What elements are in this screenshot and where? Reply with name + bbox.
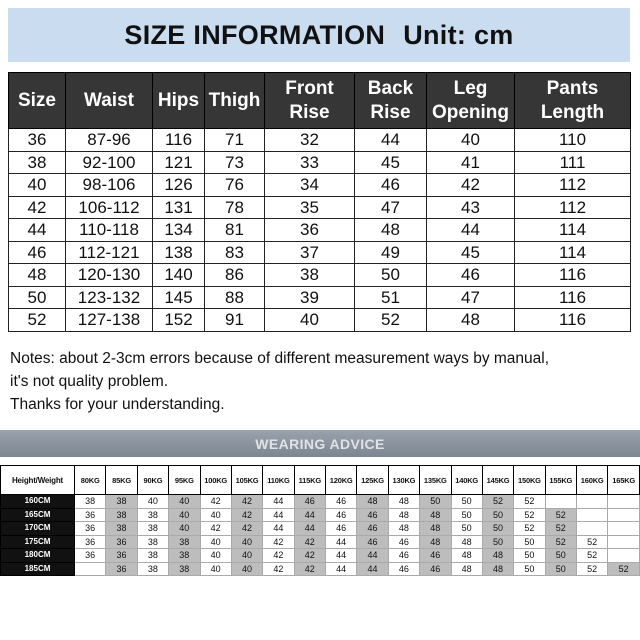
table-cell: 35 — [265, 196, 355, 219]
table-row — [9, 219, 631, 242]
advice-cell: 50 — [514, 535, 545, 549]
advice-cell: 40 — [169, 495, 200, 509]
advice-cell: 44 — [263, 495, 294, 509]
table-cell: 112-121 — [66, 241, 153, 264]
advice-cell: 44 — [357, 549, 388, 563]
table-cell: 36 — [9, 129, 66, 152]
table-row — [9, 241, 631, 264]
advice-cell: 50 — [514, 549, 545, 563]
table-cell: 42 — [9, 196, 66, 219]
weight-header: 165KG — [608, 466, 640, 495]
table-cell: 112 — [515, 174, 631, 197]
notes-line: it's not quality problem. — [10, 373, 169, 390]
advice-cell: 40 — [169, 508, 200, 522]
advice-cell: 46 — [388, 562, 419, 576]
advice-cell: 40 — [231, 549, 262, 563]
advice-cell — [608, 549, 640, 563]
table-cell: 134 — [153, 219, 205, 242]
advice-cell: 38 — [137, 562, 168, 576]
advice-cell: 42 — [263, 535, 294, 549]
table-cell: 86 — [205, 264, 265, 287]
advice-cell: 36 — [75, 549, 106, 563]
table-cell: 131 — [153, 196, 205, 219]
advice-cell: 46 — [420, 562, 451, 576]
advice-cell: 44 — [357, 562, 388, 576]
table-cell: 36 — [265, 219, 355, 242]
table-cell: 33 — [265, 151, 355, 174]
page-title: SIZE INFORMATION — [124, 19, 386, 50]
table-cell: 48 — [355, 219, 427, 242]
advice-cell: 52 — [545, 508, 576, 522]
advice-cell: 38 — [137, 549, 168, 563]
advice-cell: 50 — [451, 508, 482, 522]
advice-cell — [545, 495, 576, 509]
table-cell: 48 — [9, 264, 66, 287]
table-cell: 92-100 — [66, 151, 153, 174]
advice-cell: 42 — [294, 562, 325, 576]
advice-cell: 38 — [106, 495, 137, 509]
advice-cell: 36 — [75, 535, 106, 549]
weight-header: 110KG — [263, 466, 294, 495]
notes-line: Thanks for your understanding. — [10, 396, 225, 413]
table-cell: 52 — [9, 309, 66, 332]
advice-cell — [608, 495, 640, 509]
advice-cell: 50 — [451, 522, 482, 536]
advice-cell: 42 — [200, 522, 231, 536]
advice-cell: 40 — [200, 508, 231, 522]
table-cell: 47 — [427, 286, 515, 309]
advice-cell: 48 — [420, 535, 451, 549]
advice-cell: 40 — [137, 495, 168, 509]
advice-cell — [577, 508, 608, 522]
table-cell: 138 — [153, 241, 205, 264]
column-header: Size — [9, 73, 66, 129]
advice-cell: 48 — [420, 522, 451, 536]
advice-cell: 48 — [482, 549, 513, 563]
advice-row — [1, 495, 640, 509]
advice-cell: 38 — [106, 522, 137, 536]
table-cell: 40 — [265, 309, 355, 332]
size-table-header — [9, 73, 631, 129]
advice-cell: 48 — [451, 562, 482, 576]
table-cell: 34 — [265, 174, 355, 197]
advice-cell: 40 — [169, 522, 200, 536]
advice-cell — [577, 495, 608, 509]
table-cell: 38 — [265, 264, 355, 287]
advice-cell: 44 — [294, 522, 325, 536]
advice-cell: 50 — [545, 549, 576, 563]
advice-cell: 40 — [200, 549, 231, 563]
table-cell: 116 — [515, 286, 631, 309]
advice-row — [1, 508, 640, 522]
table-cell: 43 — [427, 196, 515, 219]
weight-header: 105KG — [231, 466, 262, 495]
advice-cell: 38 — [137, 508, 168, 522]
size-table — [8, 72, 631, 332]
table-cell: 40 — [427, 129, 515, 152]
advice-cell: 50 — [545, 562, 576, 576]
weight-header: 140KG — [451, 466, 482, 495]
advice-cell: 48 — [388, 495, 419, 509]
height-label: 160CM — [1, 495, 75, 509]
weight-header: 160KG — [577, 466, 608, 495]
advice-row — [1, 522, 640, 536]
advice-row — [1, 535, 640, 549]
height-weight-header: Height/Weight — [1, 466, 75, 495]
advice-cell: 40 — [231, 535, 262, 549]
advice-cell: 50 — [514, 562, 545, 576]
table-row — [9, 174, 631, 197]
table-cell: 127-138 — [66, 309, 153, 332]
advice-cell: 50 — [451, 495, 482, 509]
table-cell: 116 — [153, 129, 205, 152]
advice-cell: 36 — [106, 535, 137, 549]
advice-cell: 36 — [75, 508, 106, 522]
table-row — [9, 264, 631, 287]
advice-cell: 50 — [482, 508, 513, 522]
height-label: 170CM — [1, 522, 75, 536]
table-cell: 83 — [205, 241, 265, 264]
table-cell: 44 — [355, 129, 427, 152]
table-row — [9, 151, 631, 174]
advice-cell: 44 — [263, 522, 294, 536]
table-cell: 47 — [355, 196, 427, 219]
table-cell: 116 — [515, 309, 631, 332]
advice-cell: 48 — [388, 508, 419, 522]
table-cell: 41 — [427, 151, 515, 174]
advice-cell: 52 — [545, 535, 576, 549]
table-cell: 120-130 — [66, 264, 153, 287]
advice-cell — [577, 522, 608, 536]
table-cell: 51 — [355, 286, 427, 309]
table-cell: 112 — [515, 196, 631, 219]
advice-cell: 42 — [231, 495, 262, 509]
column-header: Leg Opening — [427, 73, 515, 129]
title-banner — [8, 8, 630, 62]
table-cell: 114 — [515, 241, 631, 264]
column-header: Hips — [153, 73, 205, 129]
advice-cell: 52 — [577, 535, 608, 549]
size-table-body — [9, 129, 631, 332]
weight-header: 150KG — [514, 466, 545, 495]
advice-cell: 42 — [200, 495, 231, 509]
wearing-advice-banner — [0, 430, 640, 457]
advice-cell — [608, 522, 640, 536]
advice-cell: 46 — [388, 535, 419, 549]
column-header: Front Rise — [265, 73, 355, 129]
notes-line: Notes: about 2-3cm errors because of different measurement ways by manual, — [10, 350, 550, 367]
table-cell: 71 — [205, 129, 265, 152]
weight-header: 95KG — [169, 466, 200, 495]
advice-cell: 44 — [263, 508, 294, 522]
advice-cell: 38 — [169, 549, 200, 563]
advice-cell: 42 — [294, 535, 325, 549]
table-cell: 98-106 — [66, 174, 153, 197]
table-cell: 110-118 — [66, 219, 153, 242]
height-label: 180CM — [1, 549, 75, 563]
advice-cell: 48 — [482, 562, 513, 576]
table-cell: 52 — [355, 309, 427, 332]
weight-header: 115KG — [294, 466, 325, 495]
table-row — [9, 286, 631, 309]
advice-cell: 44 — [326, 562, 357, 576]
table-row — [9, 196, 631, 219]
table-cell: 46 — [427, 264, 515, 287]
advice-cell: 52 — [577, 562, 608, 576]
table-cell: 110 — [515, 129, 631, 152]
advice-cell: 40 — [200, 535, 231, 549]
advice-cell: 52 — [514, 508, 545, 522]
advice-cell: 52 — [545, 522, 576, 536]
advice-cell: 44 — [326, 549, 357, 563]
advice-cell: 36 — [75, 522, 106, 536]
table-cell: 44 — [427, 219, 515, 242]
advice-cell: 50 — [420, 495, 451, 509]
advice-cell: 46 — [357, 508, 388, 522]
weight-header: 85KG — [106, 466, 137, 495]
advice-cell — [608, 508, 640, 522]
advice-cell: 46 — [294, 495, 325, 509]
table-cell: 49 — [355, 241, 427, 264]
table-cell: 50 — [355, 264, 427, 287]
table-cell: 46 — [9, 241, 66, 264]
advice-cell: 48 — [451, 549, 482, 563]
weight-header: 145KG — [482, 466, 513, 495]
advice-cell: 44 — [326, 535, 357, 549]
table-cell: 45 — [355, 151, 427, 174]
table-cell: 91 — [205, 309, 265, 332]
table-cell: 114 — [515, 219, 631, 242]
table-cell: 111 — [515, 151, 631, 174]
table-cell: 87-96 — [66, 129, 153, 152]
advice-cell: 38 — [137, 522, 168, 536]
advice-row — [1, 562, 640, 576]
advice-cell: 38 — [169, 562, 200, 576]
table-cell: 126 — [153, 174, 205, 197]
advice-cell: 40 — [231, 562, 262, 576]
weight-header: 100KG — [200, 466, 231, 495]
advice-cell: 44 — [294, 508, 325, 522]
table-cell: 38 — [9, 151, 66, 174]
table-cell: 140 — [153, 264, 205, 287]
weight-header: 135KG — [420, 466, 451, 495]
advice-cell — [608, 535, 640, 549]
weight-header: 125KG — [357, 466, 388, 495]
table-cell: 145 — [153, 286, 205, 309]
advice-cell: 52 — [514, 495, 545, 509]
column-header: Waist — [66, 73, 153, 129]
advice-cell: 52 — [577, 549, 608, 563]
advice-cell: 42 — [231, 522, 262, 536]
weight-header: 120KG — [326, 466, 357, 495]
table-cell: 76 — [205, 174, 265, 197]
table-cell: 152 — [153, 309, 205, 332]
advice-cell: 42 — [263, 562, 294, 576]
table-cell: 44 — [9, 219, 66, 242]
column-header: Thigh — [205, 73, 265, 129]
advice-cell: 46 — [326, 495, 357, 509]
advice-cell: 42 — [231, 508, 262, 522]
weight-header: 130KG — [388, 466, 419, 495]
advice-cell: 52 — [482, 495, 513, 509]
advice-row — [1, 549, 640, 563]
advice-cell: 48 — [357, 495, 388, 509]
table-cell: 50 — [9, 286, 66, 309]
advice-cell: 38 — [169, 535, 200, 549]
advice-cell: 38 — [75, 495, 106, 509]
table-cell: 88 — [205, 286, 265, 309]
advice-cell: 38 — [137, 535, 168, 549]
advice-cell: 50 — [482, 535, 513, 549]
advice-cell: 50 — [482, 522, 513, 536]
advice-cell: 36 — [106, 549, 137, 563]
advice-cell: 42 — [294, 549, 325, 563]
table-row — [9, 309, 631, 332]
advice-cell: 46 — [388, 549, 419, 563]
table-cell: 81 — [205, 219, 265, 242]
wearing-advice-title: WEARING ADVICE — [255, 435, 385, 452]
table-cell: 48 — [427, 309, 515, 332]
advice-cell: 48 — [388, 522, 419, 536]
advice-cell: 42 — [263, 549, 294, 563]
wearing-advice-table — [0, 465, 640, 576]
advice-cell — [75, 562, 106, 576]
weight-header: 90KG — [137, 466, 168, 495]
table-cell: 116 — [515, 264, 631, 287]
table-cell: 37 — [265, 241, 355, 264]
table-cell: 123-132 — [66, 286, 153, 309]
table-cell: 42 — [427, 174, 515, 197]
table-cell: 39 — [265, 286, 355, 309]
table-cell: 78 — [205, 196, 265, 219]
table-cell: 40 — [9, 174, 66, 197]
table-cell: 106-112 — [66, 196, 153, 219]
advice-cell: 46 — [326, 522, 357, 536]
table-cell: 45 — [427, 241, 515, 264]
advice-cell: 40 — [200, 562, 231, 576]
advice-cell: 38 — [106, 508, 137, 522]
notes — [10, 347, 632, 416]
weight-header: 80KG — [75, 466, 106, 495]
advice-cell: 46 — [357, 535, 388, 549]
table-cell: 73 — [205, 151, 265, 174]
advice-cell: 52 — [608, 562, 640, 576]
advice-cell: 46 — [326, 508, 357, 522]
table-cell: 32 — [265, 129, 355, 152]
column-header: Back Rise — [355, 73, 427, 129]
unit-label: Unit: cm — [403, 19, 514, 50]
table-cell: 121 — [153, 151, 205, 174]
advice-cell: 36 — [106, 562, 137, 576]
advice-cell: 46 — [420, 549, 451, 563]
column-header: Pants Length — [515, 73, 631, 129]
advice-cell: 48 — [420, 508, 451, 522]
table-row — [9, 129, 631, 152]
advice-cell: 46 — [357, 522, 388, 536]
advice-cell: 48 — [451, 535, 482, 549]
weight-header: 155KG — [545, 466, 576, 495]
height-label: 165CM — [1, 508, 75, 522]
advice-cell: 52 — [514, 522, 545, 536]
table-cell: 46 — [355, 174, 427, 197]
height-label: 175CM — [1, 535, 75, 549]
height-label: 185CM — [1, 562, 75, 576]
